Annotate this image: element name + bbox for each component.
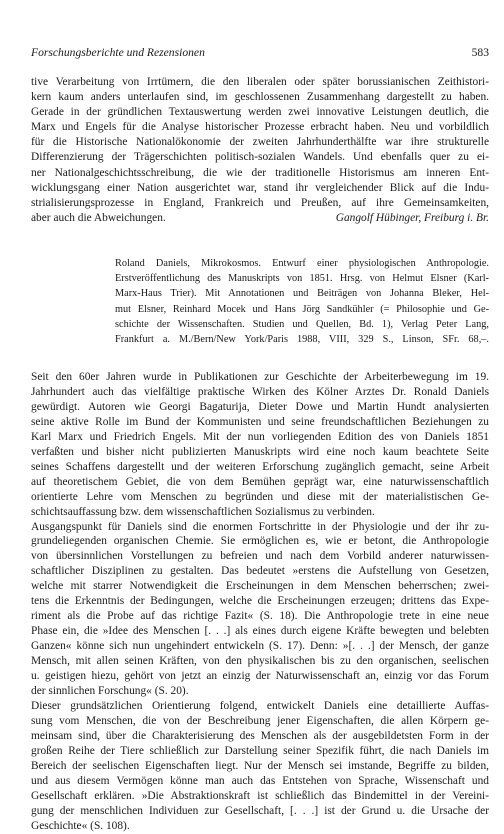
running-head <box>31 45 489 61</box>
text-line: gung der menschlichen Individuen zur Gesellschaft, [. . .] ist der Grund u. die Ursache der <box>31 804 489 817</box>
text-line: Bereich der seelischen Eigenschaften liegt. Nur der Mensch sei imstande, Begriffe zu bilden, <box>31 759 489 772</box>
text-line: u. geistigen hiezu, gehört von jetzt an einzig der Naturwissenschaft an, einzig vor das Forum <box>31 670 489 683</box>
text-line: ner Nationalgeschichtsschreibung, die wie der traditionelle Historismus am inneren Ent- <box>31 166 489 179</box>
citation-line: mut Elsner, Reinhard Mocek und Hans Jörg Sandkühler (= Philosophie und Ge- <box>115 303 489 315</box>
citation-line: Frankfurt a. M./Bern/New York/Paris 1988, VIII, 329 S., Linson, SFr. 68,–. <box>115 334 489 346</box>
text-line: welche mit starrer Notwendigkeit die Erscheinungen in dem Menschen beherrschen; zwei- <box>31 580 489 593</box>
citation-line: schichte der Wissenschaften. Studien und Quellen, Bd. 1), Verlag Peter Lang, <box>115 318 489 330</box>
text-line: meinsam sind, über die Charakterisierung des Menschen als der ausgebildetsten Form in der <box>31 729 489 742</box>
text-line: Ganzen« könne sich nun ungehindert entwickeln (S. 17). Denn: »[. . .] der Mensch, der ganze <box>31 640 489 653</box>
text-line: Gesellschaft erklären. »Die Abstraktionskraft ist schließlich das Bindemittel in der Vereini- <box>31 789 489 802</box>
text-line: wicklungsgang einer Nation ausgerichtet war, stand ihr vergleichender Blick auf die Indu- <box>31 181 489 194</box>
text-line: seines Schaffens dargestellt und der weiteren Erforschung zugänglich gemacht, seine Arbeit <box>31 460 489 473</box>
text-line: tens die Erkenntnis der Bedingungen, welche die Erscheinungen erzeugen; drittens das Expe- <box>31 595 489 608</box>
book-citation <box>115 256 489 347</box>
text-line: Dieser grundsätzlichen Orientierung folgend, entwickelt Daniels eine detaillierte Auffas- <box>31 699 489 712</box>
review-signature: Gangolf Hübinger, Freiburg i. Br. <box>335 211 489 224</box>
text-line: Geschichte« (S. 108). <box>31 819 130 832</box>
citation-line: Marx-Haus Trier). Mit Annotationen und Beiträgen von Johanna Bleker, Hel- <box>115 288 489 300</box>
text-line: grundeliegenden organischen Chemie. Sie ermöglichen es, wie er betont, die Anthropologie <box>31 535 489 548</box>
text-line: Seit den 60er Jahren wurde in Publikationen zur Geschichte der Arbeiterbewegung im 19. <box>31 371 489 383</box>
running-head-section: Forschungsberichte und Rezensionen <box>31 46 205 59</box>
review-continuation <box>31 75 489 226</box>
text-line: auf theoretischem Gebiet, die von dem Bemühen geprägt war, eine naturwissenschaftlich <box>31 475 489 488</box>
text-line: riment als die Probe auf das richtige Fazit« (S. 18). Die Anthropologie trete in eine neue <box>31 610 489 623</box>
text-line: Ausgangspunkt für Daniels sind die enormen Fortschritte in der Physiologie und der ihr zu- <box>31 520 489 533</box>
text-line: aber auch die Abweichungen. <box>31 211 166 224</box>
text-line: kern kaum anders unterlaufen sind, im geschlossenen Zusammenhang dargestellt zu haben. <box>31 91 489 104</box>
text-line: sung vom Menschen, die von der Beschreibung jener Eigenschaften, die allen Körpern ge- <box>31 714 489 727</box>
text-line: Karl Marx und Friedrich Engels. Mit der nun vorliegenden Edition des von Daniels 1851 <box>31 430 489 443</box>
text-line: strialisierungsprozesse in England, Frankreich und Preußen, auf ihre Gemeinsamkeiten, <box>31 196 489 209</box>
text-line: der sinnlichen Forschung« (S. 20). <box>31 685 189 698</box>
text-line: schichtsauffassung bzw. dem wissenschaftlichen Sozialismus zu verbinden. <box>31 505 375 518</box>
text-line: Marx und Engels für die Analyse historischer Prozesse erbracht haben. Neu und vorbildlich <box>31 121 489 134</box>
text-line: schaftlicher Disziplinen zu gestalten. Das bedeutet »erstens die Aufstellung von Gesetzen, <box>31 565 489 578</box>
text-line: seine aktive Rolle im Bund der Kommunisten und seine freundschaftlichen Beziehungen zu <box>31 415 489 428</box>
text-line-with-signature <box>31 211 489 226</box>
citation-line: Roland Daniels, Mikrokosmos. Entwurf einer physiologischen Anthropologie. <box>115 258 489 269</box>
citation-line: Erstveröffentlichung des Manuskripts von 1851. Hrsg. von Helmut Elsner (Karl- <box>115 273 489 285</box>
text-line: Mensch, mit allen seinen Kräften, von den physikalischen bis zu den organischen, seelischen <box>31 655 489 668</box>
document-page <box>31 0 489 832</box>
text-line: verfaßten und bisher nicht publizierten Manuskripts wird eine noch kaum beachtete Seite <box>31 445 489 458</box>
text-line: Gerade in der gründlichen Textauswertung werden zwei innovative Leistungen deutlich, die <box>31 106 489 119</box>
text-line: für die Historische Nationalökonomie der zweiten Jahrhunderthälfte war ihre strukturelle <box>31 136 489 149</box>
page-number: 583 <box>471 46 489 59</box>
text-line: tive Verarbeitung von Irrtümern, die den liberalen oder später borussianischen Zeithistori- <box>31 76 489 88</box>
text-line: Differenzierung der Trägerschichten politisch-sozialen Wandels. Und ebenfalls quer zu ei- <box>31 151 489 164</box>
text-line: von übersinnlichen Vorstellungen zu befreien und nach dem Vorbild anderer naturwissen- <box>31 550 489 563</box>
review-body <box>31 370 489 834</box>
text-line: Phase ein, die »Idee des Menschen [. . .] als eines durch eigene Kräfte bewegten und belebten <box>31 625 489 638</box>
text-line: Jahrhundert auch das vielfältige praktische Wirken des Kölner Arztes Dr. Ronald Daniels <box>31 385 489 398</box>
text-line: orientierte Lehre vom Menschen zu begründen und diese mit der materialistischen Ge- <box>31 490 489 503</box>
text-line: und aus diesem Vermögen könne man auch das Entstehen von Sprache, Wissenschaft und <box>31 774 489 787</box>
text-line: großen Reihe der Tiere schließlich zur Darstellung seiner Spezifik führt, die nach Daniels im <box>31 744 489 757</box>
text-line: gewürdigt. Autoren wie Georgi Bagaturija, Dieter Dowe und Martin Hundt analysierten <box>31 400 489 413</box>
